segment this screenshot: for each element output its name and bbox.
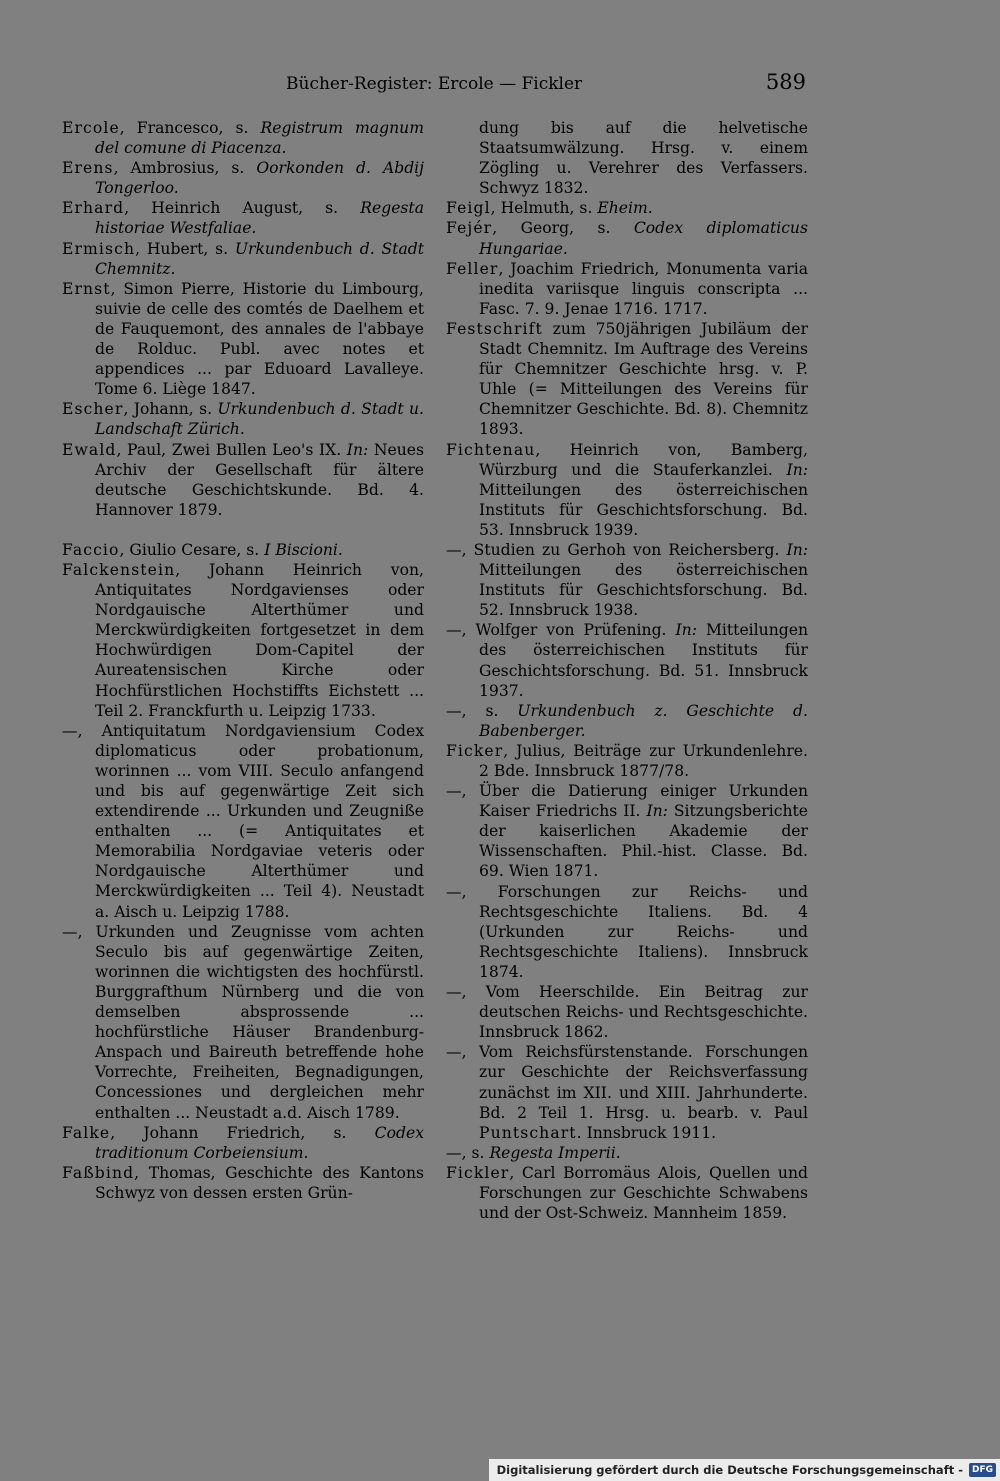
entry-text: —, Vom Reichsfürstenstande. Forschungen zur Geschichte der Reichsverfassung zunächst im XII. und XIII. Jahrhunderte. Bd. 2 Teil 1. Hrsg. u. bearb. v. Paul <box>446 1043 808 1122</box>
right-column <box>446 118 808 1223</box>
index-entry <box>446 259 808 319</box>
index-entry: —, Forschungen zur Reichs- und Rechtsgeschichte Italiens. Bd. 4 (Urkunden zur Reichs- und Rechtsgeschichte Italiens). Innsbruck 1874. <box>446 882 808 981</box>
entry-heading: Faßbind <box>62 1163 135 1182</box>
entry-heading: Fejér <box>446 219 493 238</box>
entry-heading: Fichtenau <box>446 440 536 459</box>
index-entry <box>446 198 808 218</box>
entry-text: , Johann Heinrich von, Antiquitates Nordgavienses oder Nordgauische Alterthümer und Merckwürdigkeiten fortgesetzet in dem Hochwürdigen Dom-Capitel der Aureatensischen Kirche oder Hochfürstlichen Hochstiffts Eichstett ... Teil 2. Franckfurth u. Leipzig 1733. <box>95 560 424 720</box>
entry-title-italic: Regesta Imperii. <box>489 1143 621 1162</box>
index-entry <box>62 399 424 439</box>
entry-text: , Johann, s. <box>123 400 218 419</box>
entry-text: , Georg, s. <box>492 219 634 238</box>
entry-title-italic: Eheim. <box>597 199 653 218</box>
index-entry <box>446 781 808 881</box>
entry-spaced-name: Puntschart <box>479 1123 577 1142</box>
entry-text: Mitteilungen des österreichischen Instituts für Geschichtsforschung. Bd. 52. Innsbruck 1938. <box>479 561 808 620</box>
index-entry <box>446 701 808 741</box>
entry-heading: Faccio <box>62 540 120 559</box>
entry-heading: Erhard <box>62 199 125 218</box>
index-entry <box>446 741 808 781</box>
entry-title-italic: Registrum magnum del comune di Piacenza. <box>95 119 424 158</box>
index-entry <box>62 1163 424 1203</box>
index-entry <box>62 118 424 158</box>
entry-text: , Carl Borromäus Alois, Quellen und Forschungen zur Geschichte Schwabens und der Ost-Schweiz. Mannheim 1859. <box>479 1163 808 1223</box>
entry-text: , Heinrich August, s. <box>124 199 361 218</box>
index-entry <box>446 1143 808 1163</box>
index-entry: —, Antiquitatum Nordgaviensium Codex diplomaticus oder probationum, worinnen ... vom VIII. Seculo anfangend und bis auf gegenwärtige Zeit sich extendirende ... Urkunden und Zeugniße enthalten ... (= Antiquitates et Memorabilia Nordgaviae veteris oder Nordgauische Alterthümer und Merckwürdigkeiten ... Teil 4). Neustadt a. Aisch u. Leipzig 1788. <box>62 721 424 921</box>
index-entry <box>446 440 808 540</box>
entry-text: —, s. <box>446 1143 490 1162</box>
entry-title-italic: Codex traditionum Corbeiensium. <box>95 1123 424 1162</box>
index-entry <box>446 319 808 440</box>
entry-title-italic: Urkundenbuch z. Geschichte d. Babenberger. <box>479 701 808 740</box>
entry-text: zum 750jährigen Jubiläum der Stadt Chemnitz. Im Auftrage des Vereins für Chemnitzer Geschichte hrsg. v. P. Uhle (= Mitteilungen des Vereins für Chemnitzer Geschichte. Bd. 8). Chemnitz 1893. <box>479 319 808 439</box>
index-entry <box>446 620 808 700</box>
index-entry <box>446 1163 808 1223</box>
entry-heading: Ercole <box>62 119 120 137</box>
index-entry <box>446 540 808 620</box>
index-entry <box>446 1042 808 1142</box>
index-entry <box>62 158 424 198</box>
entry-in-label: In: <box>675 621 697 640</box>
entry-text: , Helmuth, s. <box>490 199 598 218</box>
page-number: 589 <box>765 70 806 94</box>
index-entry: —, Urkunden und Zeugnisse vom achten Seculo bis auf gegenwärtige Zeiten, worinnen die wichtigsten des hochfürstl. Burggrafthum Nürnberg und die von demselben absprossende ... hochfürstliche Häuser Brandenburg-Anspach und Baireuth betreffende hohe Vorrechte, Freiheiten, Begnadigungen, Concessiones und dergleichen mehr enthalten ... Neustadt a.d. Aisch 1789. <box>62 922 424 1122</box>
entry-text: Neues Archiv der Gesellschaft für ältere deutsche Geschichtskunde. Bd. 4. Hannover 1879. <box>95 440 424 519</box>
entry-heading: Falckenstein <box>62 560 176 579</box>
entry-title-italic: Regesta historiae Westfaliae. <box>95 199 424 238</box>
entry-title-italic: Oorkonden d. Abdij Tongerloo. <box>95 159 424 198</box>
index-entry <box>62 279 424 400</box>
entry-text: —, Wolfger von Prüfening. <box>446 621 676 640</box>
entry-text: , Paul, Zwei Bullen Leo's IX. <box>116 440 347 459</box>
index-entry <box>62 198 424 238</box>
page-header <box>62 72 806 98</box>
index-entry-continued: dung bis auf die helvetische Staatsumwälzung. Hrsg. v. einem Zögling u. Verehrer des Verfassers. Schwyz 1832. <box>479 119 808 198</box>
entry-text: —, Studien zu Gerhoh von Reichersberg. <box>446 540 787 559</box>
entry-text: Mitteilungen des österreichischen Instituts für Geschichtsforschung. Bd. 53. Innsbruck 1939. <box>479 480 808 539</box>
index-entry <box>62 1123 424 1163</box>
entry-heading: Fickler <box>446 1163 510 1182</box>
footer-text: Digitalisierung gefördert durch die Deutsche Forschungsgemeinschaft - <box>496 1463 963 1477</box>
index-entry <box>62 540 424 560</box>
entry-text: , Johann Friedrich, s. <box>110 1123 375 1142</box>
entry-in-label: In: <box>646 802 668 821</box>
entry-heading: Ewald <box>62 440 117 459</box>
entry-text: , Heinrich von, Bamberg, Würzburg und die Stauferkanzlei. <box>479 440 808 479</box>
entry-heading: Erens <box>62 159 114 178</box>
entry-text: , Ambrosius, s. <box>113 159 257 178</box>
index-entry <box>62 239 424 279</box>
index-entry: —, Vom Heerschilde. Ein Beitrag zur deutschen Reichs- und Rechtsgeschichte. Innsbruck 1862. <box>446 983 808 1042</box>
entry-title-italic: Codex diplomaticus Hungariae. <box>479 219 808 258</box>
index-entry <box>446 218 808 258</box>
entry-heading: Ermisch <box>62 239 136 258</box>
entry-in-label: In: <box>786 460 808 479</box>
entry-text: , Simon Pierre, Historie du Limbourg, suivie de celle des comtés de Daelhem et de Fauquemont, des annales de l'abbaye de Rolduc. Publ. avec notes et appendices ... par Eduoard Lavalleye. Tome 6. Liège 1847. <box>95 279 424 399</box>
entry-heading: Escher <box>62 400 124 419</box>
entry-in-label: In: <box>786 540 808 559</box>
entry-text: . Innsbruck 1911. <box>576 1123 717 1142</box>
entry-heading: Feller <box>446 259 499 278</box>
entry-in-label: In: <box>346 440 369 459</box>
entry-title-italic: Urkundenbuch d. Stadt Chemnitz. <box>95 239 424 278</box>
entry-title-italic: Urkundenbuch d. Stadt u. Landschaft Zürich. <box>95 400 424 439</box>
entry-text: , Julius, Beiträge zur Urkundenlehre. 2 Bde. Innsbruck 1877/78. <box>479 741 808 780</box>
entry-text: , Francesco, s. <box>119 119 261 137</box>
entry-text: —, s. <box>446 701 518 720</box>
dfg-logo: DFG <box>969 1463 996 1477</box>
entry-heading: Falke <box>62 1123 111 1142</box>
digitization-footer <box>489 1459 1000 1481</box>
entry-text: Mitteilungen des österreichischen Instituts für Geschichtsforschung. Bd. 51. Innsbruck 1937. <box>479 621 808 700</box>
index-entry <box>62 560 424 721</box>
entry-text: Sitzungsberichte der kaiserlichen Akademie der Wissenschaften. Phil.-hist. Classe. Bd. 69. Wien 1871. <box>479 802 808 881</box>
entry-heading: Ficker <box>446 741 504 760</box>
entry-text: , Giulio Cesare, s. <box>119 540 265 559</box>
entry-text: , Thomas, Geschichte des Kantons Schwyz von dessen ersten Grün- <box>95 1163 424 1202</box>
running-title: Bücher-Register: Ercole — Fickler <box>286 74 583 94</box>
entry-heading: Ernst <box>62 279 111 298</box>
left-column <box>62 118 424 1203</box>
entry-title-italic: I Biscioni. <box>264 540 343 559</box>
entry-heading: Feigl <box>446 199 491 218</box>
entry-heading: Festschrift <box>446 319 543 338</box>
entry-text: —, Über die Datierung einiger Urkunden Kaiser Friedrichs II. <box>446 782 808 821</box>
entry-text: , Hubert, s. <box>135 239 235 258</box>
entry-text: , Joachim Friedrich, Monumenta varia inedita variisque linguis conscripta ... Fasc. 7. 9. Jenae 1716. 1717. <box>479 259 808 318</box>
index-entry <box>62 440 424 520</box>
